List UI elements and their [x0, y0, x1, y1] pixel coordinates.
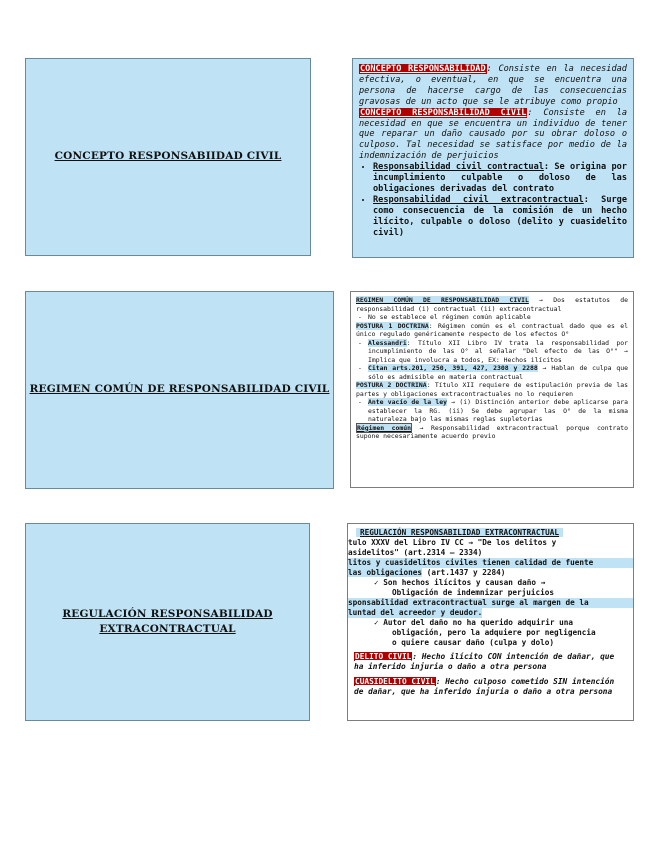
- text-highlight: las obligaciones: [348, 568, 423, 577]
- bullet-list: [356, 313, 628, 322]
- paragraph-text: : Régimen común es el contractual dado que es el único regulado genéricamente respecto de los efectos O°: [356, 321, 628, 339]
- text-line: asidelitos" (art.2314 – 2334): [348, 548, 483, 557]
- slide-title: [62, 607, 272, 637]
- text-line: obligación, pero la adquiere por negligencia: [392, 628, 596, 637]
- term-highlight: POSTURA 1 DOCTRINA: [356, 321, 429, 330]
- term-highlight: CONCEPTO RESPONSABILIDAD: [360, 64, 486, 74]
- term-highlight: Régimen común: [357, 423, 412, 432]
- definition-text: : Hecho ilícito CON intención de dañar, que ha inferido injuria o daño a otra persona: [354, 652, 615, 672]
- item-text: : Surge como consecuencia de la comisión de un hecho ilícito, culpable o doloso (delito y cuasidelito civil): [373, 194, 628, 238]
- list-item: [373, 162, 627, 195]
- text-line: tulo XXXV del Libro IV CC → "De los delitos y: [348, 538, 557, 547]
- text-line: ✓ Son hechos ilícitos y causan daño →: [374, 578, 546, 587]
- notes-panel-3: [347, 523, 634, 721]
- bullet-list: [356, 398, 628, 424]
- paragraph: [359, 108, 627, 163]
- slide-title: REGIMEN COMÚN DE RESPONSABILIDAD CIVIL: [29, 383, 330, 396]
- paragraph-text: : Título XII requiere de estipulación previa de las partes y obligaciones extracontractuales no lo requieren: [356, 381, 628, 398]
- definition: [348, 652, 633, 672]
- text-line: litos y cuasidelitos civiles tienen calidad de fuente: [348, 558, 633, 568]
- text-segment: (art.1437 y 2284): [422, 568, 506, 577]
- text-line: ✓ Autor del daño no ha querido adquirir una: [374, 618, 574, 627]
- item-text: : Título XII Libro IV trata la responsabilidad por incumplimiento de las O° al señalar "Del efecto de las O°" → Implica que involucra a todos, EX: Hechos ilícitos: [368, 338, 628, 364]
- term-highlight: DELITO CIVIL: [355, 652, 412, 661]
- item-text: No se establece el régimen común aplicable: [368, 313, 531, 322]
- paragraph-text: → Dos estatutos de responsabilidad (i) contractual (ii) extracontractual: [356, 296, 629, 313]
- item-term: Responsabilidad civil contractual: [373, 162, 544, 173]
- paragraph: [359, 64, 627, 108]
- text-line: sponsabilidad extracontractual surge al margen de la: [348, 598, 633, 608]
- bullet-list: [356, 339, 628, 382]
- paragraph-text: → Responsabilidad extracontractual porque contrato supone necesariamente acuerdo previo: [356, 423, 628, 441]
- item-term: Alessandri: [368, 338, 407, 347]
- notes-panel-2: [350, 291, 634, 488]
- slide-title-card-3: [25, 523, 310, 721]
- term-highlight: POSTURA 2 DOCTRINA: [356, 381, 427, 390]
- item-text: → (i) Distinción anterior debe aplicarse para establecer la RG. (ii) Se debe agrupar las O° de la misma naturaleza bajo las mismas reglas supletorias: [368, 398, 628, 424]
- paragraph: [356, 296, 628, 313]
- item-text: → Hablan de culpa que sólo es admisible en materia contractual: [368, 364, 629, 381]
- definition-text: : Consiste en la necesidad efectiva, o eventual, en que se encuentra una persona de hacerse cargo de las consecuencias gravosas de un acto que se le atribuye como propio: [359, 64, 627, 107]
- term-highlight: REGIMEN COMÚN DE RESPONSABILIDAD CIVIL: [356, 296, 529, 304]
- panel-heading: [348, 528, 633, 538]
- item-term: Ante vacío de la ley: [368, 398, 448, 407]
- definition-text: : Consiste en la necesidad en que se encuentra un individuo de tener que reparar un daño causado por su obrar doloso o culposo. Tal necesidad se satisface por medio de la indemnización de perjuicios: [359, 107, 627, 162]
- title-line: REGULACIÓN RESPONSABILIDAD: [62, 607, 273, 620]
- text-line: Obligación de indemnizar perjuicios: [392, 588, 554, 597]
- list-item: [368, 339, 628, 365]
- title-line: EXTRACONTRACTUAL: [99, 623, 236, 635]
- paragraph: [356, 424, 628, 441]
- item-term: Responsabilidad civil extracontractual: [373, 194, 584, 205]
- term-highlight: CUASIDELITO CIVIL: [355, 677, 435, 687]
- slide-title: CONCEPTO RESPONSABIIDAD CIVIL: [54, 150, 282, 163]
- list-item: [368, 398, 628, 424]
- list-item: [373, 195, 627, 239]
- term-highlight: CONCEPTO RESPONSABILIDAD CIVIL: [360, 107, 527, 118]
- slide-title-card-1: [25, 58, 311, 256]
- list-item: [368, 313, 628, 322]
- paragraph: [356, 322, 628, 339]
- bullet-list: [359, 162, 627, 238]
- item-text: : Se origina por incumplimiento culpable o doloso de las obligaciones derivadas del contrato: [373, 162, 627, 194]
- slide-title-card-2: [25, 291, 334, 489]
- text-line: luntad del acreedor y deudor.: [348, 608, 483, 617]
- text-line: o quiere causar daño (culpa y dolo): [392, 638, 554, 647]
- definition: [348, 677, 633, 697]
- notes-panel-1: [352, 58, 634, 258]
- item-term: Citan arts.201, 250, 391, 427, 2308 y 2288: [368, 364, 538, 373]
- heading-text: REGULACIÓN RESPONSABILIDAD EXTRACONTRACTUAL: [356, 528, 563, 537]
- list-item: [368, 364, 628, 381]
- text-line: [348, 568, 633, 578]
- definition-text: : Hecho culposo cometido SIN intención de dañar, que ha inferido injuria o daño a otra persona: [354, 677, 615, 697]
- paragraph: [356, 381, 628, 398]
